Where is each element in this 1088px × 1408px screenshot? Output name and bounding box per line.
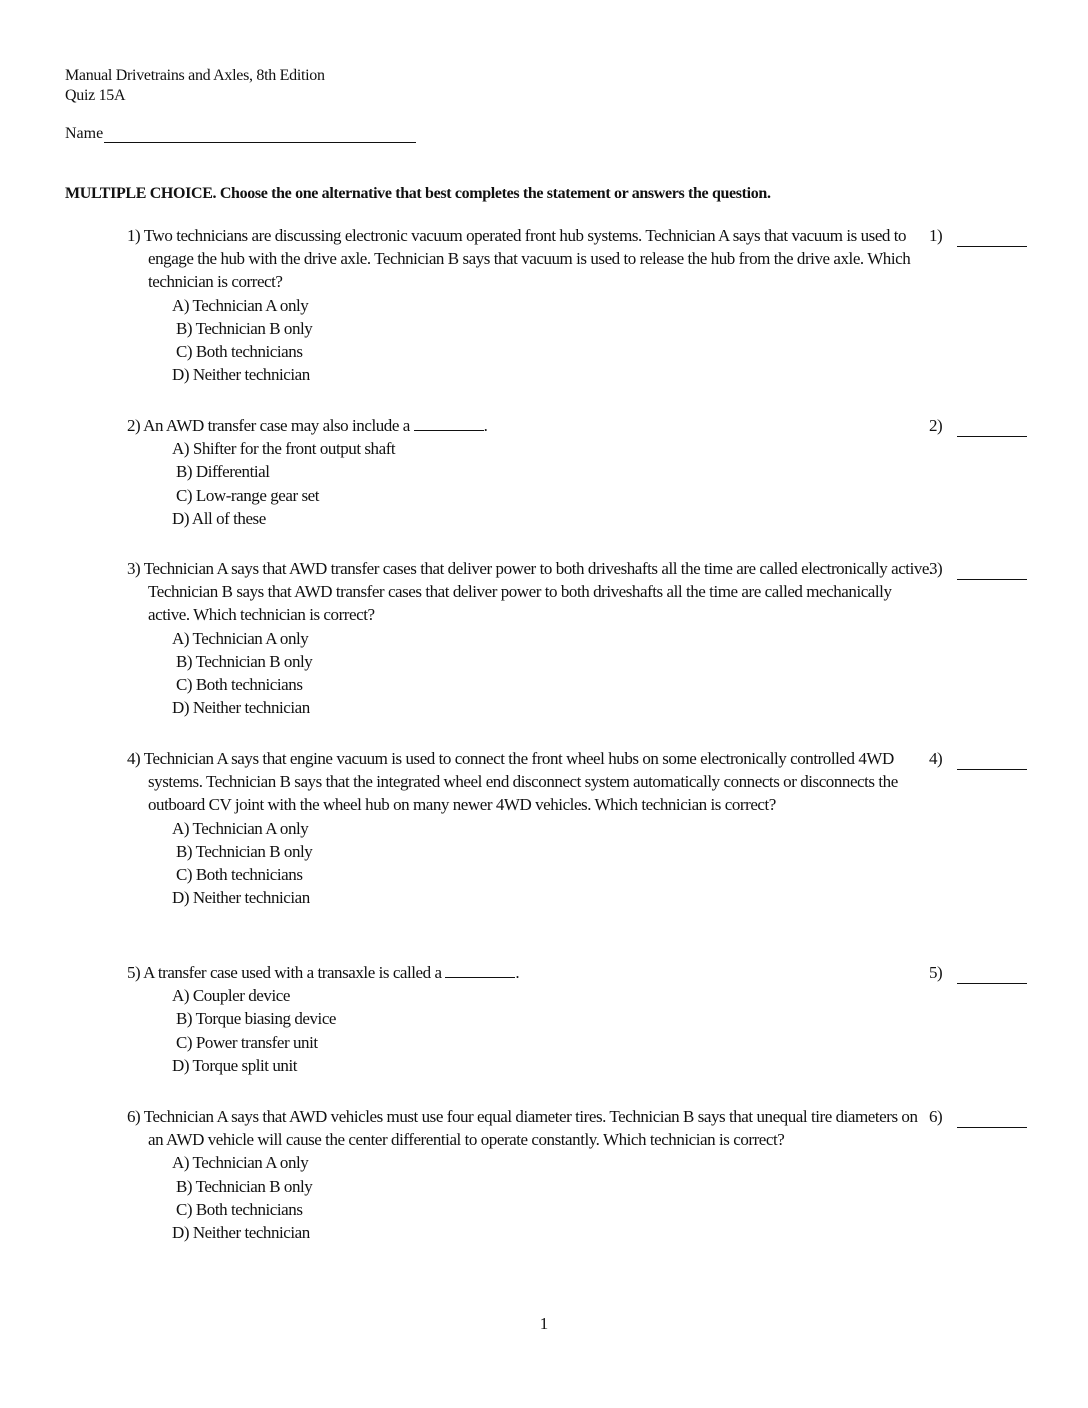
option-b[interactable]: B) Technician B only bbox=[176, 1176, 313, 1196]
option-d[interactable]: D) Neither technician bbox=[172, 365, 310, 385]
option-a[interactable]: A) Technician A only bbox=[172, 818, 309, 838]
answer-slot bbox=[929, 557, 1027, 580]
option-c[interactable]: C) Both technicians bbox=[176, 1199, 303, 1219]
question-stem bbox=[127, 747, 933, 817]
option-list bbox=[172, 294, 1027, 387]
question-2 bbox=[127, 414, 1027, 530]
question-text: Technician A says that AWD vehicles must use four equal diameter tires. Technician B says that unequal tire diameters on an AWD vehicle will cause the center differential to operate constantly. Which technician is correct? bbox=[143, 1107, 918, 1150]
question-3 bbox=[127, 557, 1027, 719]
option-list bbox=[172, 437, 1027, 530]
question-stem bbox=[127, 224, 933, 294]
answer-slot bbox=[929, 961, 1027, 984]
quiz-title: Quiz 15A bbox=[65, 87, 126, 104]
option-c[interactable]: C) Power transfer unit bbox=[176, 1032, 318, 1052]
answer-slot bbox=[929, 747, 1027, 770]
question-number: 2) bbox=[127, 416, 141, 435]
option-a[interactable]: A) Technician A only bbox=[172, 628, 309, 648]
fill-in-blank bbox=[414, 416, 484, 431]
answer-label: 3) bbox=[929, 559, 943, 578]
answer-blank[interactable] bbox=[957, 230, 1027, 247]
question-5 bbox=[127, 961, 1027, 1077]
name-blank-line[interactable] bbox=[104, 124, 416, 143]
name-field-row bbox=[65, 124, 416, 143]
question-stem bbox=[127, 961, 933, 984]
answer-slot bbox=[929, 224, 1027, 247]
answer-label: 6) bbox=[929, 1107, 943, 1126]
name-label: Name bbox=[65, 125, 104, 142]
question-number: 3) bbox=[127, 559, 141, 578]
question-text: A transfer case used with a transaxle is called a bbox=[143, 963, 442, 982]
question-stem bbox=[127, 1105, 933, 1151]
question-number: 6) bbox=[127, 1107, 141, 1126]
question-number: 1) bbox=[127, 226, 141, 245]
answer-label: 5) bbox=[929, 963, 943, 982]
answer-blank[interactable] bbox=[957, 420, 1027, 437]
question-number: 4) bbox=[127, 749, 141, 768]
option-c[interactable]: C) Both technicians bbox=[176, 865, 303, 885]
answer-label: 1) bbox=[929, 226, 943, 245]
question-text: An AWD transfer case may also include a bbox=[143, 416, 410, 435]
answer-blank[interactable] bbox=[957, 753, 1027, 770]
option-list bbox=[172, 1151, 1027, 1244]
question-stem bbox=[127, 557, 933, 627]
option-a[interactable]: A) Technician A only bbox=[172, 1153, 309, 1173]
option-c[interactable]: C) Both technicians bbox=[176, 675, 303, 695]
option-list bbox=[172, 627, 1027, 720]
option-list bbox=[172, 817, 1027, 910]
question-text-end: . bbox=[515, 963, 520, 982]
option-d[interactable]: D) All of these bbox=[172, 508, 266, 528]
question-1 bbox=[127, 224, 1027, 386]
question-text: Two technicians are discussing electronic vacuum operated front hub systems. Technician A says that vacuum is used to engage the hub with the drive axle. Technician B says that vacuum is used to release the hub from the drive axle. Which technician is correct? bbox=[143, 226, 911, 292]
option-b[interactable]: B) Technician B only bbox=[176, 318, 313, 338]
question-stem bbox=[127, 414, 933, 437]
book-title: Manual Drivetrains and Axles, 8th Edition bbox=[65, 67, 325, 84]
answer-label: 4) bbox=[929, 749, 943, 768]
answer-slot bbox=[929, 1105, 1027, 1128]
section-instructions: MULTIPLE CHOICE. Choose the one alternative that best completes the statement or answers the question. bbox=[65, 185, 771, 202]
option-b[interactable]: B) Differential bbox=[176, 462, 270, 482]
document-header bbox=[65, 66, 325, 106]
fill-in-blank bbox=[445, 963, 515, 978]
option-d[interactable]: D) Neither technician bbox=[172, 698, 310, 718]
question-6 bbox=[127, 1105, 1027, 1244]
option-c[interactable]: C) Low-range gear set bbox=[176, 485, 320, 505]
answer-label: 2) bbox=[929, 416, 943, 435]
option-b[interactable]: B) Technician B only bbox=[176, 651, 313, 671]
answer-blank[interactable] bbox=[957, 1111, 1027, 1128]
option-list bbox=[172, 984, 1027, 1077]
question-text-end: . bbox=[483, 416, 488, 435]
page-number: 1 bbox=[539, 1314, 549, 1333]
option-a[interactable]: A) Technician A only bbox=[172, 295, 309, 315]
option-d[interactable]: D) Neither technician bbox=[172, 888, 310, 908]
option-a[interactable]: A) Shifter for the front output shaft bbox=[172, 439, 396, 459]
question-text: Technician A says that AWD transfer cases that deliver power to both driveshafts all the time are called electronically active. Technician B says that AWD transfer cases that deliver power to both driveshafts all the time are called mechanically active. Which technician is correct? bbox=[143, 559, 933, 625]
question-text: Technician A says that engine vacuum is used to connect the front wheel hubs on some electronically controlled 4WD systems. Technician B says that the integrated wheel end disconnect system automatically connects or disconnects the outboard CV joint with the wheel hub on many newer 4WD vehicles. Which technician is correct? bbox=[143, 749, 898, 815]
answer-blank[interactable] bbox=[957, 563, 1027, 580]
option-b[interactable]: B) Torque biasing device bbox=[176, 1009, 337, 1029]
answer-slot bbox=[929, 414, 1027, 437]
option-c[interactable]: C) Both technicians bbox=[176, 342, 303, 362]
option-d[interactable]: D) Torque split unit bbox=[172, 1055, 298, 1075]
question-4 bbox=[127, 747, 1027, 909]
option-d[interactable]: D) Neither technician bbox=[172, 1223, 310, 1243]
option-b[interactable]: B) Technician B only bbox=[176, 841, 313, 861]
question-number: 5) bbox=[127, 963, 141, 982]
option-a[interactable]: A) Coupler device bbox=[172, 986, 290, 1006]
answer-blank[interactable] bbox=[957, 967, 1027, 984]
